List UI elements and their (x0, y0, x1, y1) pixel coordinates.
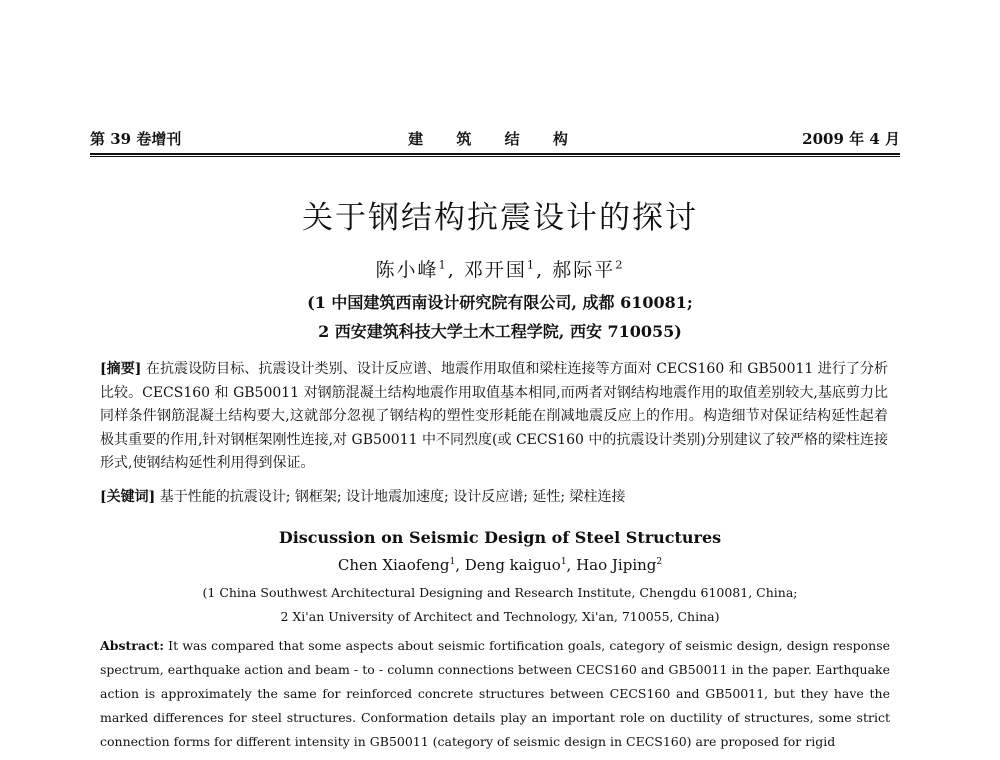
journal-name: 建 筑 结 构 (408, 130, 582, 148)
cn-title: 关于钢结构抗震设计的探讨 (302, 200, 698, 236)
running-header (90, 128, 900, 152)
cn-author: 陈小峰 (375, 259, 439, 281)
header-rule (90, 153, 900, 157)
cn-author: 邓开国 (463, 259, 527, 281)
en-author: Chen Xiaofeng (337, 556, 450, 574)
cn-keywords-text: 基于性能的抗震设计; 钢框架; 设计地震加速度; 设计反应谱; 延性; 梁柱连接 (159, 489, 626, 505)
en-author-mark: 2 (656, 557, 663, 567)
journal-volume: 第 39 卷增刊 (90, 130, 182, 148)
en-title: Discussion on Seismic Design of Steel Structures (278, 528, 722, 547)
en-abstract-text: It was compared that some aspects about seismic fortification goals, category of seismic design, design response spectrum, earthquake action and beam - to - column connections between CECS160 and GB50011 in the paper. Earthquake action is approximately the same for reinforced concrete structures between CECS160 and GB50011, but they have the marked differences for steel structures. Conformation details play an important role on ductility of structures, some strict connection forms for different intensity in GB50011 (category of seismic design in CECS160) are proposed for rigid (100, 638, 891, 749)
cn-keywords (100, 486, 888, 506)
cn-affiliation-1: (1 中国建筑西南设计研究院有限公司, 成都 610081; (307, 293, 693, 312)
cn-affiliation-2: 2 西安建筑科技大学土木工程学院, 西安 710055) (318, 322, 682, 341)
en-abstract-label: Abstract: (100, 638, 164, 653)
cn-authors: 陈小峰$^1$, 邓开国$^1$, 郝际平$^2$ (375, 257, 625, 281)
en-author: Deng kaiguo (464, 556, 561, 574)
cn-author-mark: 1 (438, 257, 448, 272)
cn-abstract-text: 在抗震设防目标、抗震设计类别、设计反应谱、地震作用取值和梁柱连接等方面对 CECS160 和 GB50011 进行了分析比较。CECS160 和 GB50011 对钢筋混凝土结构地震作用取值基本相同,而两者对钢结构地震作用的取值差别较大,基底剪力比同样条件钢筋混凝土结构要大,这就部分忽视了钢结构的塑性变形耗能在削减地震反应上的作用。构造细节对保证结构延性起着极其重要的作用,针对钢框架刚性连接,对 GB50011 中不同烈度(或 CECS160 中的抗震设计类别)分别建议了较严格的梁柱连接形式,使钢结构延性利用得到保证。 (100, 361, 889, 471)
cn-author-mark: 1 (526, 257, 537, 272)
cn-author: 郝际平 (552, 259, 616, 281)
journal-date: 2009 年 4 月 (802, 130, 900, 148)
cn-abstract (100, 358, 888, 476)
en-abstract (100, 634, 890, 754)
en-author: Hao Jiping (576, 556, 657, 574)
cn-author-mark: 2 (615, 257, 625, 272)
en-author-mark: 1 (449, 557, 456, 567)
en-affiliation-2: 2 Xi'an University of Architect and Technology, Xi'an, 710055, China) (280, 609, 720, 624)
en-affiliation-1: (1 China Southwest Architectural Designing and Research Institute, Chengdu 610081, China; (202, 585, 798, 600)
en-authors: Chen Xiaofeng$^1$, Deng kaiguo$^1$, Hao Jiping$^2$ (337, 556, 663, 574)
cn-keywords-label: [关键词] (100, 489, 156, 505)
en-author-mark: 1 (560, 557, 567, 567)
cn-abstract-label: [摘要] (100, 361, 142, 377)
